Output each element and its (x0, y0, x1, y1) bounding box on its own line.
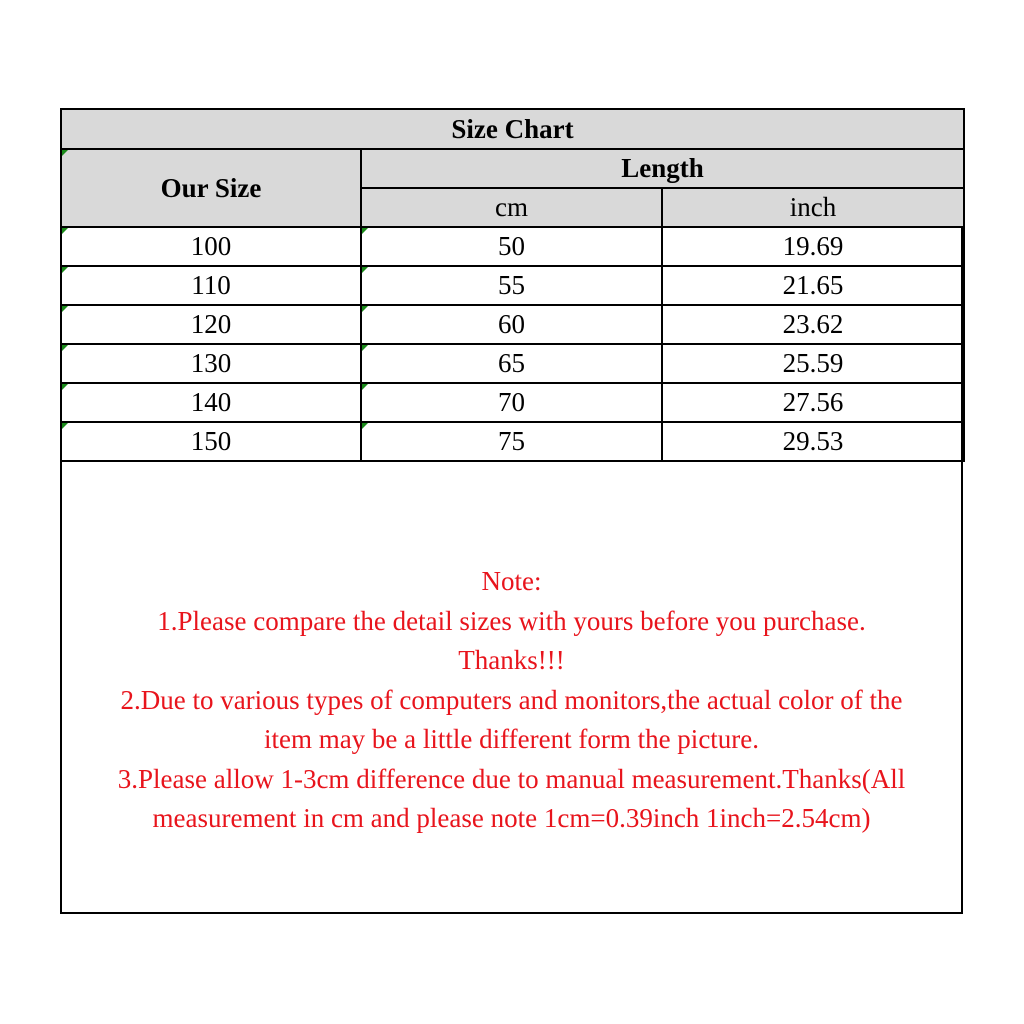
cm-cell: 70 (361, 383, 662, 422)
note-line: 3.Please allow 1-3cm difference due to manual measurement.Thanks(All (117, 763, 906, 794)
header-row (61, 149, 964, 188)
table-row (61, 422, 964, 461)
size-cell: 110 (61, 266, 361, 305)
cm-cell: 75 (361, 422, 662, 461)
inch-cell: 23.62 (662, 305, 964, 344)
inch-cell: 27.56 (662, 383, 964, 422)
inch-cell: 19.69 (662, 227, 964, 266)
table-row (61, 266, 964, 305)
note-heading: Note: (481, 566, 542, 596)
note-line: Thanks!!! (458, 645, 565, 675)
note-block (62, 562, 961, 839)
cm-cell: 65 (361, 344, 662, 383)
size-cell: 100 (61, 227, 361, 266)
inch-cell: 29.53 (662, 422, 964, 461)
note-line: measurement in cm and please note 1cm=0.39inch 1inch=2.54cm) (152, 803, 871, 833)
size-cell: 120 (61, 305, 361, 344)
cm-cell: 60 (361, 305, 662, 344)
table-row (61, 305, 964, 344)
table-row (61, 344, 964, 383)
cm-cell: 55 (361, 266, 662, 305)
title-row (61, 109, 964, 149)
note-line: item may be a little different form the picture. (263, 724, 760, 754)
cm-cell: 50 (361, 227, 662, 266)
our-size-header: Our Size (61, 149, 361, 227)
inch-cell: 25.59 (662, 344, 964, 383)
length-header: Length (361, 149, 964, 188)
inch-cell: 21.65 (662, 266, 964, 305)
table-row (61, 383, 964, 422)
size-cell: 130 (61, 344, 361, 383)
note-line: 2.Due to various types of computers and monitors,the actual color of the (120, 684, 903, 715)
size-chart-sheet (60, 108, 963, 914)
size-cell: 150 (61, 422, 361, 461)
note-line: 1.Please compare the detail sizes with yours before you purchase. (157, 605, 866, 636)
size-chart-table (60, 108, 965, 462)
table-row (61, 227, 964, 266)
size-cell: 140 (61, 383, 361, 422)
unit-inch-header: inch (662, 188, 964, 227)
unit-cm-header: cm (361, 188, 662, 227)
table-title: Size Chart (61, 109, 964, 149)
